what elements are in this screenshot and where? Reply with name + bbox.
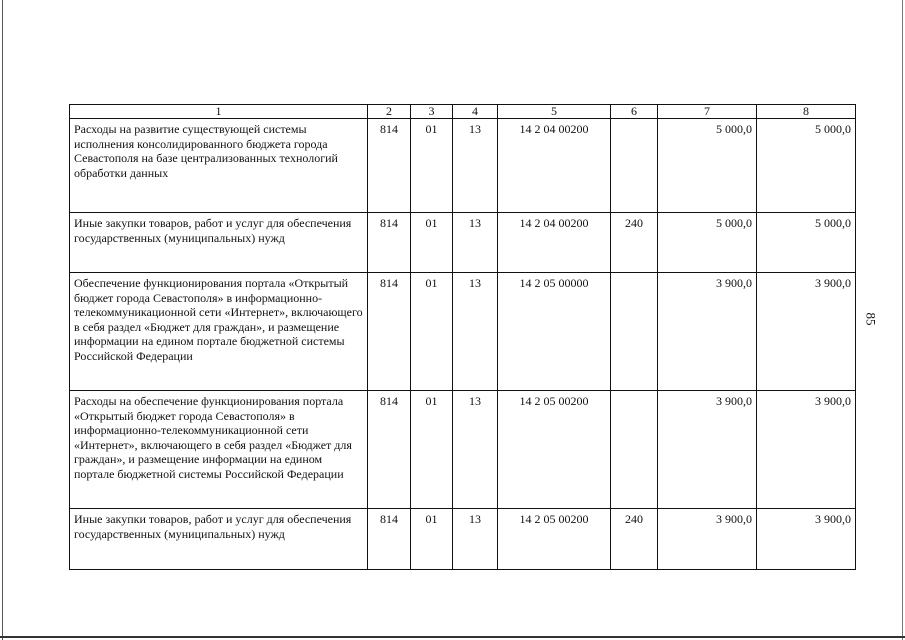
row-name-cell: Обеспечение функционирования портала «Открытый бюджет города Севастополя» в информационно-телекоммуникационной сети «Интернет», включающего в себя раздел «Бюджет для граждан», и размещение информации на едином портале бюджетной системы Российской Федерации bbox=[70, 273, 368, 391]
page-number: 85 bbox=[863, 312, 879, 326]
scan-edge-right bbox=[902, 0, 903, 640]
expense-type-cell: 240 bbox=[611, 509, 658, 570]
row-name-cell: Иные закупки товаров, работ и услуг для обеспечения государственных (муниципальных) нужд bbox=[70, 509, 368, 570]
table-row bbox=[70, 273, 856, 391]
expense-type-cell: 240 bbox=[611, 213, 658, 273]
table-header-row bbox=[70, 105, 856, 119]
target-item-cell: 14 2 04 00200 bbox=[498, 213, 611, 273]
column-header: 7 bbox=[658, 105, 757, 119]
amount-cell-7: 5 000,0 bbox=[658, 213, 757, 273]
subsection-code-cell: 13 bbox=[453, 391, 498, 509]
amount-cell-8: 5 000,0 bbox=[757, 213, 856, 273]
table-row bbox=[70, 213, 856, 273]
row-name-cell: Расходы на развитие существующей системы исполнения консолидированного бюджета города Севастополя на базе централизованных технологий обработки данных bbox=[70, 119, 368, 213]
ministry-code-cell: 814 bbox=[368, 119, 411, 213]
section-code-cell: 01 bbox=[411, 509, 453, 570]
row-name-cell: Иные закупки товаров, работ и услуг для обеспечения государственных (муниципальных) нужд bbox=[70, 213, 368, 273]
amount-cell-8: 3 900,0 bbox=[757, 509, 856, 570]
ministry-code-cell: 814 bbox=[368, 273, 411, 391]
table-row bbox=[70, 119, 856, 213]
ministry-code-cell: 814 bbox=[368, 509, 411, 570]
amount-cell-8: 3 900,0 bbox=[757, 391, 856, 509]
scan-edge-bottom bbox=[0, 636, 905, 638]
budget-table bbox=[69, 104, 856, 570]
amount-cell-7: 3 900,0 bbox=[658, 273, 757, 391]
column-header: 8 bbox=[757, 105, 856, 119]
ministry-code-cell: 814 bbox=[368, 213, 411, 273]
table-row bbox=[70, 509, 856, 570]
section-code-cell: 01 bbox=[411, 119, 453, 213]
ministry-code-cell: 814 bbox=[368, 391, 411, 509]
amount-cell-8: 3 900,0 bbox=[757, 273, 856, 391]
target-item-cell: 14 2 04 00200 bbox=[498, 119, 611, 213]
column-header: 5 bbox=[498, 105, 611, 119]
column-header: 3 bbox=[411, 105, 453, 119]
row-name-cell: Расходы на обеспечение функционирования портала «Открытый бюджет города Севастополя» в информационно-телекоммуникационной сети «Интернет», включающего в себя раздел «Бюджет для граждан», и размещение информации на едином портале бюджетной системы Российской Федерации bbox=[70, 391, 368, 509]
section-code-cell: 01 bbox=[411, 273, 453, 391]
amount-cell-8: 5 000,0 bbox=[757, 119, 856, 213]
expense-type-cell bbox=[611, 119, 658, 213]
column-header: 6 bbox=[611, 105, 658, 119]
target-item-cell: 14 2 05 00200 bbox=[498, 509, 611, 570]
expense-type-cell bbox=[611, 391, 658, 509]
amount-cell-7: 5 000,0 bbox=[658, 119, 757, 213]
subsection-code-cell: 13 bbox=[453, 509, 498, 570]
column-header: 4 bbox=[453, 105, 498, 119]
subsection-code-cell: 13 bbox=[453, 213, 498, 273]
scan-edge-left bbox=[2, 0, 3, 640]
expense-type-cell bbox=[611, 273, 658, 391]
target-item-cell: 14 2 05 00000 bbox=[498, 273, 611, 391]
amount-cell-7: 3 900,0 bbox=[658, 509, 757, 570]
amount-cell-7: 3 900,0 bbox=[658, 391, 757, 509]
subsection-code-cell: 13 bbox=[453, 273, 498, 391]
target-item-cell: 14 2 05 00200 bbox=[498, 391, 611, 509]
subsection-code-cell: 13 bbox=[453, 119, 498, 213]
column-header: 1 bbox=[70, 105, 368, 119]
column-header: 2 bbox=[368, 105, 411, 119]
section-code-cell: 01 bbox=[411, 213, 453, 273]
table-row bbox=[70, 391, 856, 509]
section-code-cell: 01 bbox=[411, 391, 453, 509]
